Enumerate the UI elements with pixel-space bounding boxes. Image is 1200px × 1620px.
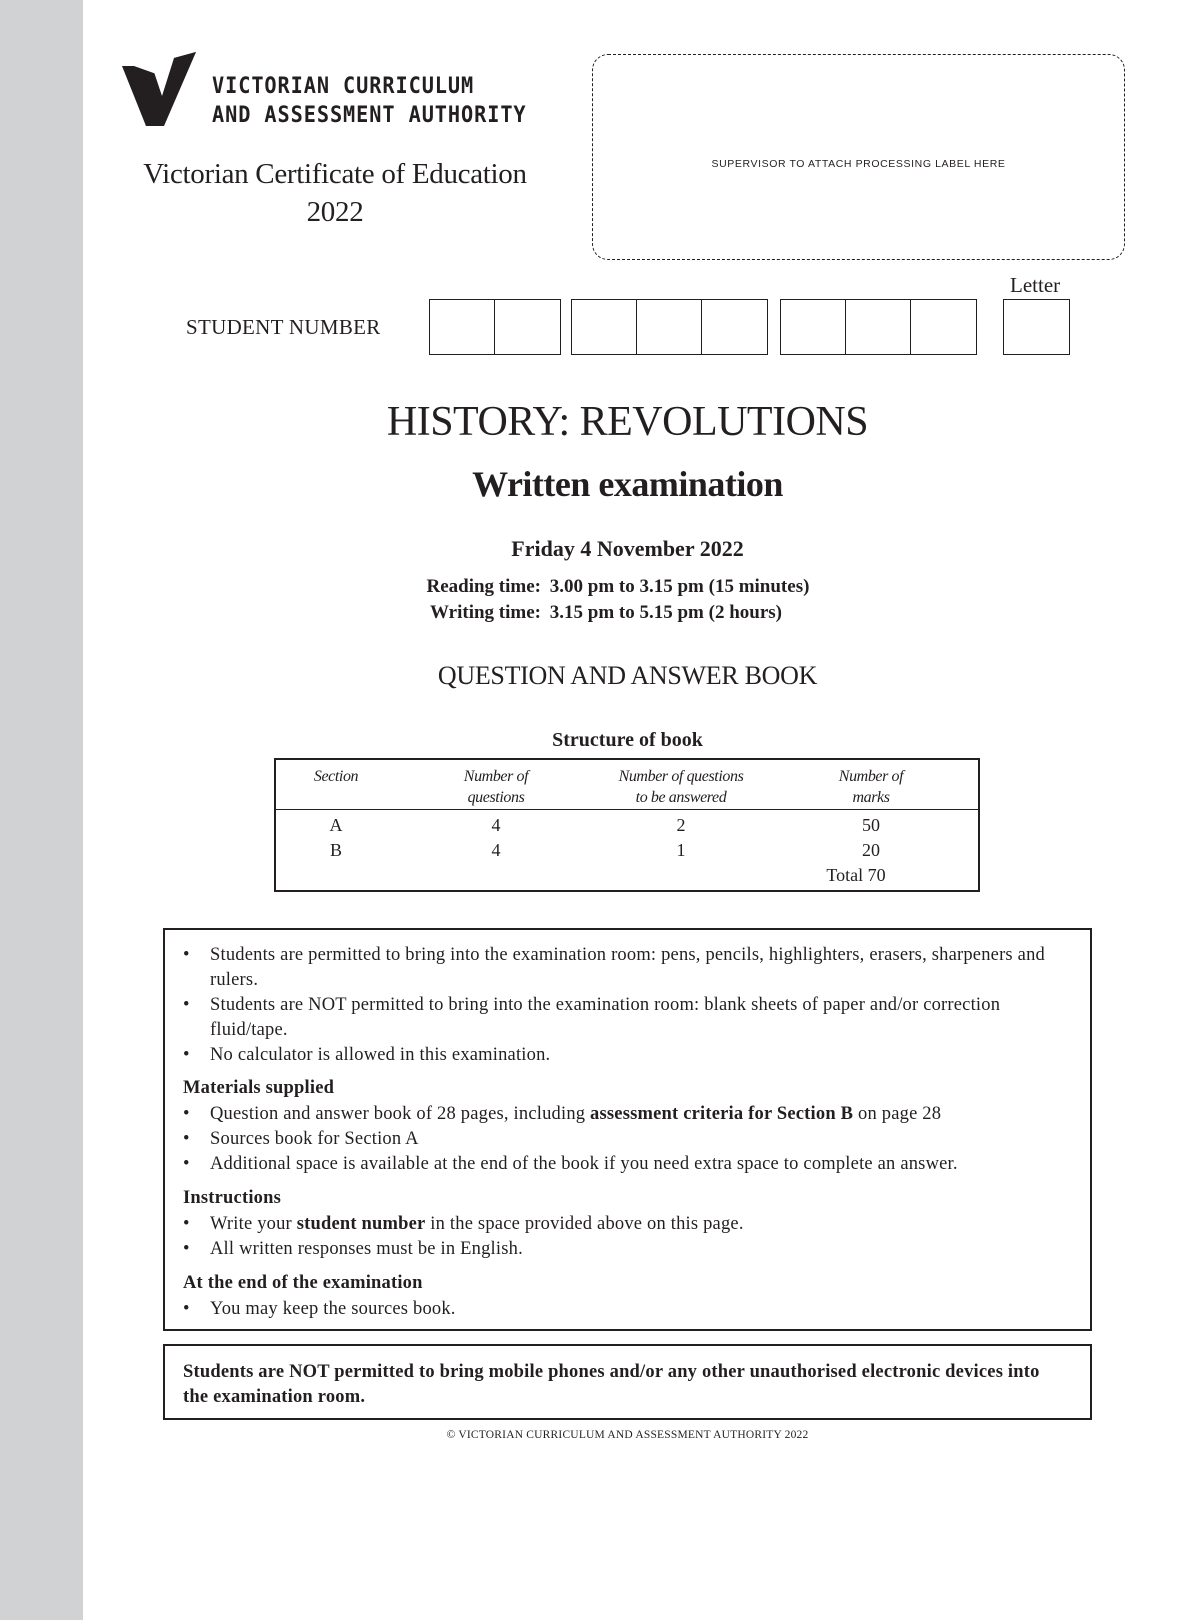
instructions-box [163, 928, 1092, 1331]
exam-title: HISTORY: REVOLUTIONS [386, 399, 869, 445]
student-number-box[interactable] [846, 300, 911, 354]
authority-name [212, 72, 527, 130]
header-marks: Number of marks [838, 768, 904, 806]
end-item-1: You may keep the sources book. [210, 1299, 456, 1319]
bullet: • [183, 1045, 190, 1065]
book-type: QUESTION AND ANSWER BOOK [437, 661, 818, 690]
bullet: • [183, 945, 190, 965]
writing-time-value: 3.15 pm to 5.15 pm (2 hours) [549, 602, 782, 623]
exam-subtitle: Written examination [472, 464, 783, 504]
table-cell: 4 [491, 840, 501, 860]
authority-line-1: VICTORIAN CURRICULUM [212, 74, 475, 99]
table-header-rule [276, 809, 978, 810]
certificate-name: Victorian Certificate of Education [143, 158, 527, 190]
student-number-box[interactable] [572, 300, 637, 354]
instruction-item-1-text: Write your [210, 1214, 297, 1234]
student-number-box[interactable] [911, 300, 976, 354]
student-number-box[interactable] [781, 300, 846, 354]
instruction-item-2: All written responses must be in English. [210, 1239, 523, 1259]
student-number-group-1 [429, 299, 561, 355]
bullet: • [183, 1214, 190, 1234]
bullet: • [183, 1104, 190, 1124]
table-total: Total 70 [826, 865, 886, 885]
letter-box[interactable] [1004, 300, 1069, 354]
bullet: • [183, 1299, 190, 1319]
materials-item-3: Additional space is available at the end of the book if you need extra space to complete an answer. [210, 1154, 958, 1174]
vcaa-logo-icon [122, 52, 214, 128]
devices-warning: Students are NOT permitted to bring mobile phones and/or any other unauthorised electronic devices into the examination room. [163, 1344, 1092, 1420]
materials-heading: Materials supplied [183, 1078, 335, 1098]
table-cell: 4 [491, 815, 501, 835]
structure-table [274, 758, 980, 892]
student-number-group-3 [780, 299, 977, 355]
bullet: • [183, 1154, 190, 1174]
materials-item-1-text: Question and answer book of 28 pages, including [210, 1104, 591, 1124]
letter-group [1003, 299, 1070, 355]
certificate-title [110, 155, 560, 231]
table-cell: B [329, 840, 342, 860]
end-heading: At the end of the examination [183, 1273, 423, 1293]
copyright: © VICTORIAN CURRICULUM AND ASSESSMENT AUTHORITY 2022 [446, 1429, 809, 1441]
instruction-item-1-tail: in the space provided above on this page. [425, 1214, 744, 1234]
assessment-criteria-emphasis: assessment criteria for Section B [590, 1104, 854, 1124]
permitted-items: Students are permitted to bring into the examination room: pens, pencils, highlighters, erasers, sharpeners and rulers. [210, 945, 1045, 990]
not-permitted-items: Students are NOT permitted to bring into the examination room: blank sheets of paper and/or correction fluid/tape. [210, 995, 1001, 1040]
structure-title: Structure of book [552, 729, 703, 751]
student-number-emphasis: student number [296, 1214, 426, 1234]
letter-label: Letter [1010, 273, 1061, 297]
table-cell: A [329, 815, 343, 835]
header-questions-answered: Number of questions to be answered [618, 768, 744, 806]
bullet: • [183, 995, 190, 1015]
header-section: Section [313, 768, 359, 785]
processing-label-area [592, 54, 1125, 260]
bullet: • [183, 1239, 190, 1259]
reading-time [404, 576, 809, 598]
calculator-note: No calculator is allowed in this examination. [210, 1045, 551, 1065]
certificate-year: 2022 [306, 196, 364, 228]
table-cell: 20 [862, 840, 880, 860]
instruction-item-1 [210, 1212, 1060, 1237]
reading-time-label: Reading time: [426, 576, 541, 597]
student-number-box[interactable] [430, 300, 495, 354]
student-number-box[interactable] [495, 300, 560, 354]
student-number-group-2 [571, 299, 768, 355]
instructions-heading: Instructions [183, 1188, 281, 1208]
materials-item-2: Sources book for Section A [210, 1129, 419, 1149]
materials-item-1 [210, 1102, 1060, 1127]
processing-label-text: SUPERVISOR TO ATTACH PROCESSING LABEL HERE [711, 158, 1006, 170]
materials-item-1-page: on page 28 [853, 1104, 942, 1124]
table-cell: 1 [676, 840, 686, 860]
student-number-box[interactable] [702, 300, 767, 354]
table-cell: 2 [676, 815, 686, 835]
exam-date: Friday 4 November 2022 [511, 536, 744, 561]
table-cell: 50 [862, 815, 880, 835]
authority-line-2: AND ASSESSMENT AUTHORITY [212, 103, 527, 128]
reading-time-value: 3.00 pm to 3.15 pm (15 minutes) [549, 576, 810, 597]
student-number-label: STUDENT NUMBER [186, 315, 381, 339]
writing-time [404, 602, 782, 624]
page-margin-strip [0, 0, 83, 1620]
header-num-questions: Number of questions [463, 768, 529, 806]
bullet: • [183, 1129, 190, 1149]
writing-time-label: Writing time: [430, 602, 541, 623]
student-number-box[interactable] [637, 300, 702, 354]
